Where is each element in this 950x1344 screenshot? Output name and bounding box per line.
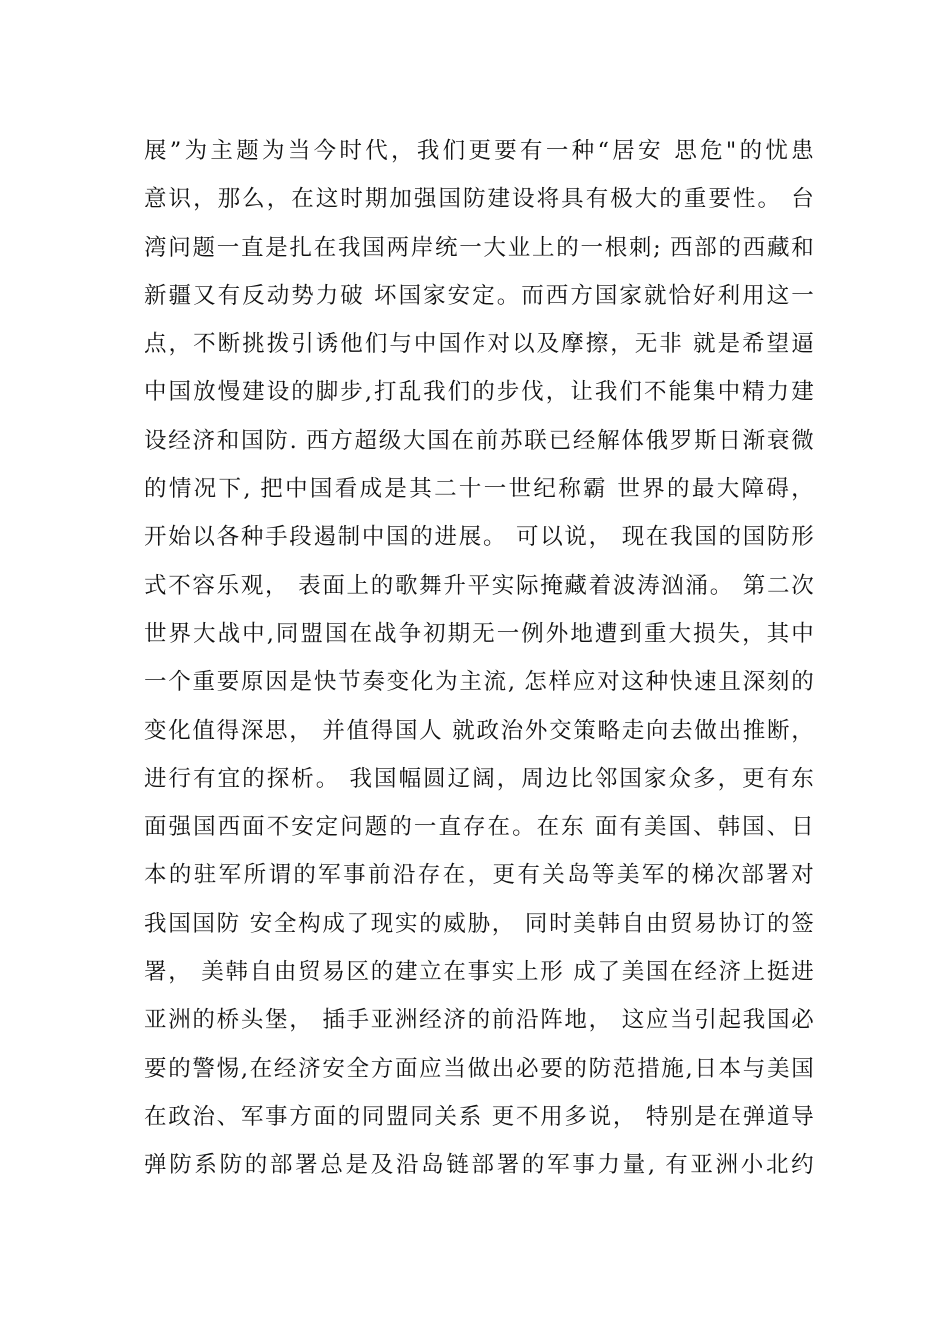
text-line: 我国国防 安全构成了现实的威胁， 同时美韩自由贸易协订的签 (144, 910, 814, 937)
text-line: 设经济和国防. 西方超级大国在前苏联已经解体俄罗斯日渐衰微 (144, 427, 814, 454)
text-line: 式不容乐观， 表面上的歌舞升平实际掩藏着波涛汹涌。 第二次 (144, 572, 814, 599)
text-line: 亚洲的桥头堡， 插手亚洲经济的前沿阵地， 这应当引起我国必 (144, 1007, 814, 1034)
text-line: 要的警惕,在经济安全方面应当做出必要的防范措施,日本与美国 (144, 1055, 814, 1082)
text-line: 开始以各种手段遏制中国的进展。 可以说， 现在我国的国防形 (144, 524, 814, 551)
text-line: 本的驻军所谓的军事前沿存在，更有关岛等美军的梯次部署对 (144, 862, 814, 889)
text-line: 湾问题一直是扎在我国两岸统一大业上的一根刺; 西部的西藏和 (144, 234, 814, 261)
text-line: 世界大战中,同盟国在战争初期无一例外地遭到重大损失，其中 (144, 620, 814, 647)
text-line: 中国放慢建设的脚步,打乱我们的步伐，让我们不能集中精力建 (144, 379, 814, 406)
text-line: 在政治、军事方面的同盟同关系 更不用多说， 特别是在弹道导 (144, 1103, 814, 1130)
text-line: 进行有宜的探析。 我国幅圆辽阔，周边比邻国家众多，更有东 (144, 765, 814, 792)
text-line: 一个重要原因是快节奏变化为主流, 怎样应对这种快速且深刻的 (144, 669, 814, 696)
text-line: 点，不断挑拨引诱他们与中国作对以及摩擦，无非 就是希望逼 (144, 331, 814, 358)
text-line: 面强国西面不安定问题的一直存在。在东 面有美国、韩国、日 (144, 814, 814, 841)
text-line: 变化值得深思， 并值得国人 就政治外交策略走向去做出推断， (144, 717, 814, 744)
text-line: 意识，那么，在这时期加强国防建设将具有极大的重要性。 台 (144, 186, 814, 213)
text-line: 弹防系防的部署总是及沿岛链部署的军事力量, 有亚洲小北约 (144, 1152, 814, 1179)
text-line: 新疆又有反动势力破 坏国家安定。而西方国家就恰好利用这一 (144, 282, 814, 309)
text-line: 的情况下, 把中国看成是其二十一世纪称霸 世界的最大障碍， (144, 476, 814, 503)
text-line: 署， 美韩自由贸易区的建立在事实上形 成了美国在经济上挺进 (144, 959, 814, 986)
text-line: 展”为主题为当今时代，我们更要有一种“居安 思危"的忧患 (144, 138, 814, 164)
document-body-text (144, 127, 814, 1190)
